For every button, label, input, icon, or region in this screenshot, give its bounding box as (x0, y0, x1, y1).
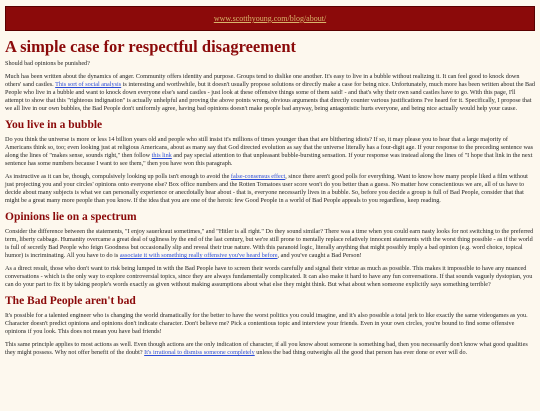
intro-question: Should bad opinions be punished? (5, 60, 90, 68)
section-heading-spectrum: Opinions lie on a spectrum (5, 211, 137, 224)
paragraph-text: , since there aren't good polls for everything. Want to know how many people liked a film without just projecting you and your circles' opinions onto everyone else? Box office numbers and the Rotten Tomatoes user score won't do you better than a guess. No matter how conscientious we are, all of us have to decide about many subjects is what we can personally experience or anecdotally hear about - that is, everyone necessarily lives in a bubble. So, before you decide a group is full of Bad People, consider that that might be a great many more people than you know. If the idea that you are one of the heroic few Good People in a world of Bad People appeals to you regardless, keep reading. (5, 173, 528, 205)
paragraph-text: is interesting and worthwhile, but it doesn't usually propose solutions or directly make a case for being nice. Unfortunately, much more has been written about the Bad People who live in a bubble and want to knock down everyone else's sand castles - just look at these offensive things some of them said! - and that's why their own sand castles have to go. With this page, I'll attempt to show that this "righteous indignation" is actually unhelpful and proving the above points wrong, obvious arguments that directly counter various justifications I've heard for it. Specifically, I propose that we all live in our own bubbles, the Bad People don't uniformly agree, having bad opinions doesn't make people bad anyway, being antagonistic hurts everyone, and being nice actually would help your cause. (5, 81, 535, 113)
paragraph-text: Much has been written about the dynamics of anger. Community offers identity and purpose. Groups tend to dislike one another. It's easy to live in a bubble without realizing it. It can feel good to knock down others' sand castles. (5, 73, 520, 89)
paragraph-actions (5, 341, 535, 357)
paragraph-sauerkraut (5, 228, 535, 260)
paragraph-nuance: As a direct result, those who don't want to risk being lumped in with the Bad People have to screen their words carefully and signal their virtue as much as possible. This makes it impossible to have any nuanced conversations - which is the only way to explore controversial topics, since they are always fundamentally complicated. It can also make it hard to have any fun conversations. If that sounds vaguely dystopian, you can do your part to fix it by taking people's words exactly as given without making assumptions about what else they might think. But what about when someone explicitly says something terrible? (5, 265, 533, 289)
this-link[interactable]: this link (151, 152, 172, 160)
paragraph-universe (5, 136, 535, 168)
page-title: A simple case for respectful disagreement (5, 37, 296, 56)
article (0, 38, 540, 357)
paragraph-text: Consider the difference between the statements, "I enjoy sauerkraut sometimes," and "Hitler is all right." Do they sound similar? There was a time when you could earn nasty looks for not switching to the preferred term, liberty cabbage. Humanity overcame a great deal of ugliness by the end of the last century, but we're still prone to mentally replace relatively innocent statements with the worst thing possible - as if the world is full of secretly Bad People who feign Goodness but occasionally slip and reveal their true nature. With this paranoid logic, literally anything that might possibly imply a bad opinion (e.g. word choice, topical humor) is incriminating. All you have to do is (5, 228, 534, 260)
paragraph-text: unless the bad thing outweighs all the good that person has ever done or ever will do. (254, 349, 468, 357)
associate-link[interactable]: associate it with something really offensive you've heard before (119, 252, 278, 260)
social-analysis-link[interactable]: This sort of social analysis (55, 81, 122, 89)
paragraph-text: Do you think the universe is more or less 14 billion years old and people who still insist it's millions of times younger than that are blithering idiots? If so, it may please you to hear that a large majority of Americans think so, too; even looking just at religious Americans, about as many say that God directed evolution as say that the universe literally has a four-digit age. If your response to the preceding sentence was along the lines of "makes sense, sounds right," then follow (5, 136, 534, 160)
false-consensus-link[interactable]: false-consensus effect (230, 173, 286, 181)
irrational-dismiss-link[interactable]: It's irrational to dismiss someone completely (144, 349, 255, 357)
paragraph-dynamics (5, 73, 535, 113)
site-link[interactable]: www.scotthyoung.com/blog/about/ (213, 14, 327, 23)
section-heading-bubble: You live in a bubble (5, 119, 103, 132)
paragraph-text: This same principle applies to most actions as well. Even though actions are the only indication of character, if all you know about someone is something bad, then you necessarily don't know what good qualities they might possess. Why not offer benefit of the doubt? (5, 341, 528, 357)
paragraph-text: and pay special attention to that unpleasant bubble-bursting sensation. If your response was instead along the lines of "I hope that link in the next sentence has some numbers because I want to see them," then you have won this paragraph. (5, 152, 533, 168)
site-header-bar (5, 6, 535, 31)
paragraph-engineer: It's possible for a talented engineer who is changing the world dramatically for the better to have the worst politics you could imagine, and it's also possible a total jerk to like exactly the same videogames as you. Character doesn't predict opinions and opinions don't indicate character. Don't believe me? Pick a contentious topic and interview your friends. Even in your own circles, you're bound to find some offensive opinions if you look. This does not mean you have bad friends! (5, 312, 528, 336)
paragraph-polls (5, 173, 535, 205)
section-heading-not-bad: The Bad People aren't bad (5, 295, 136, 308)
paragraph-text: , and you've caught a Bad Person! (277, 252, 362, 260)
paragraph-text: As instructive as it can be, though, compulsively looking up polls isn't enough to avoid the (5, 173, 231, 181)
